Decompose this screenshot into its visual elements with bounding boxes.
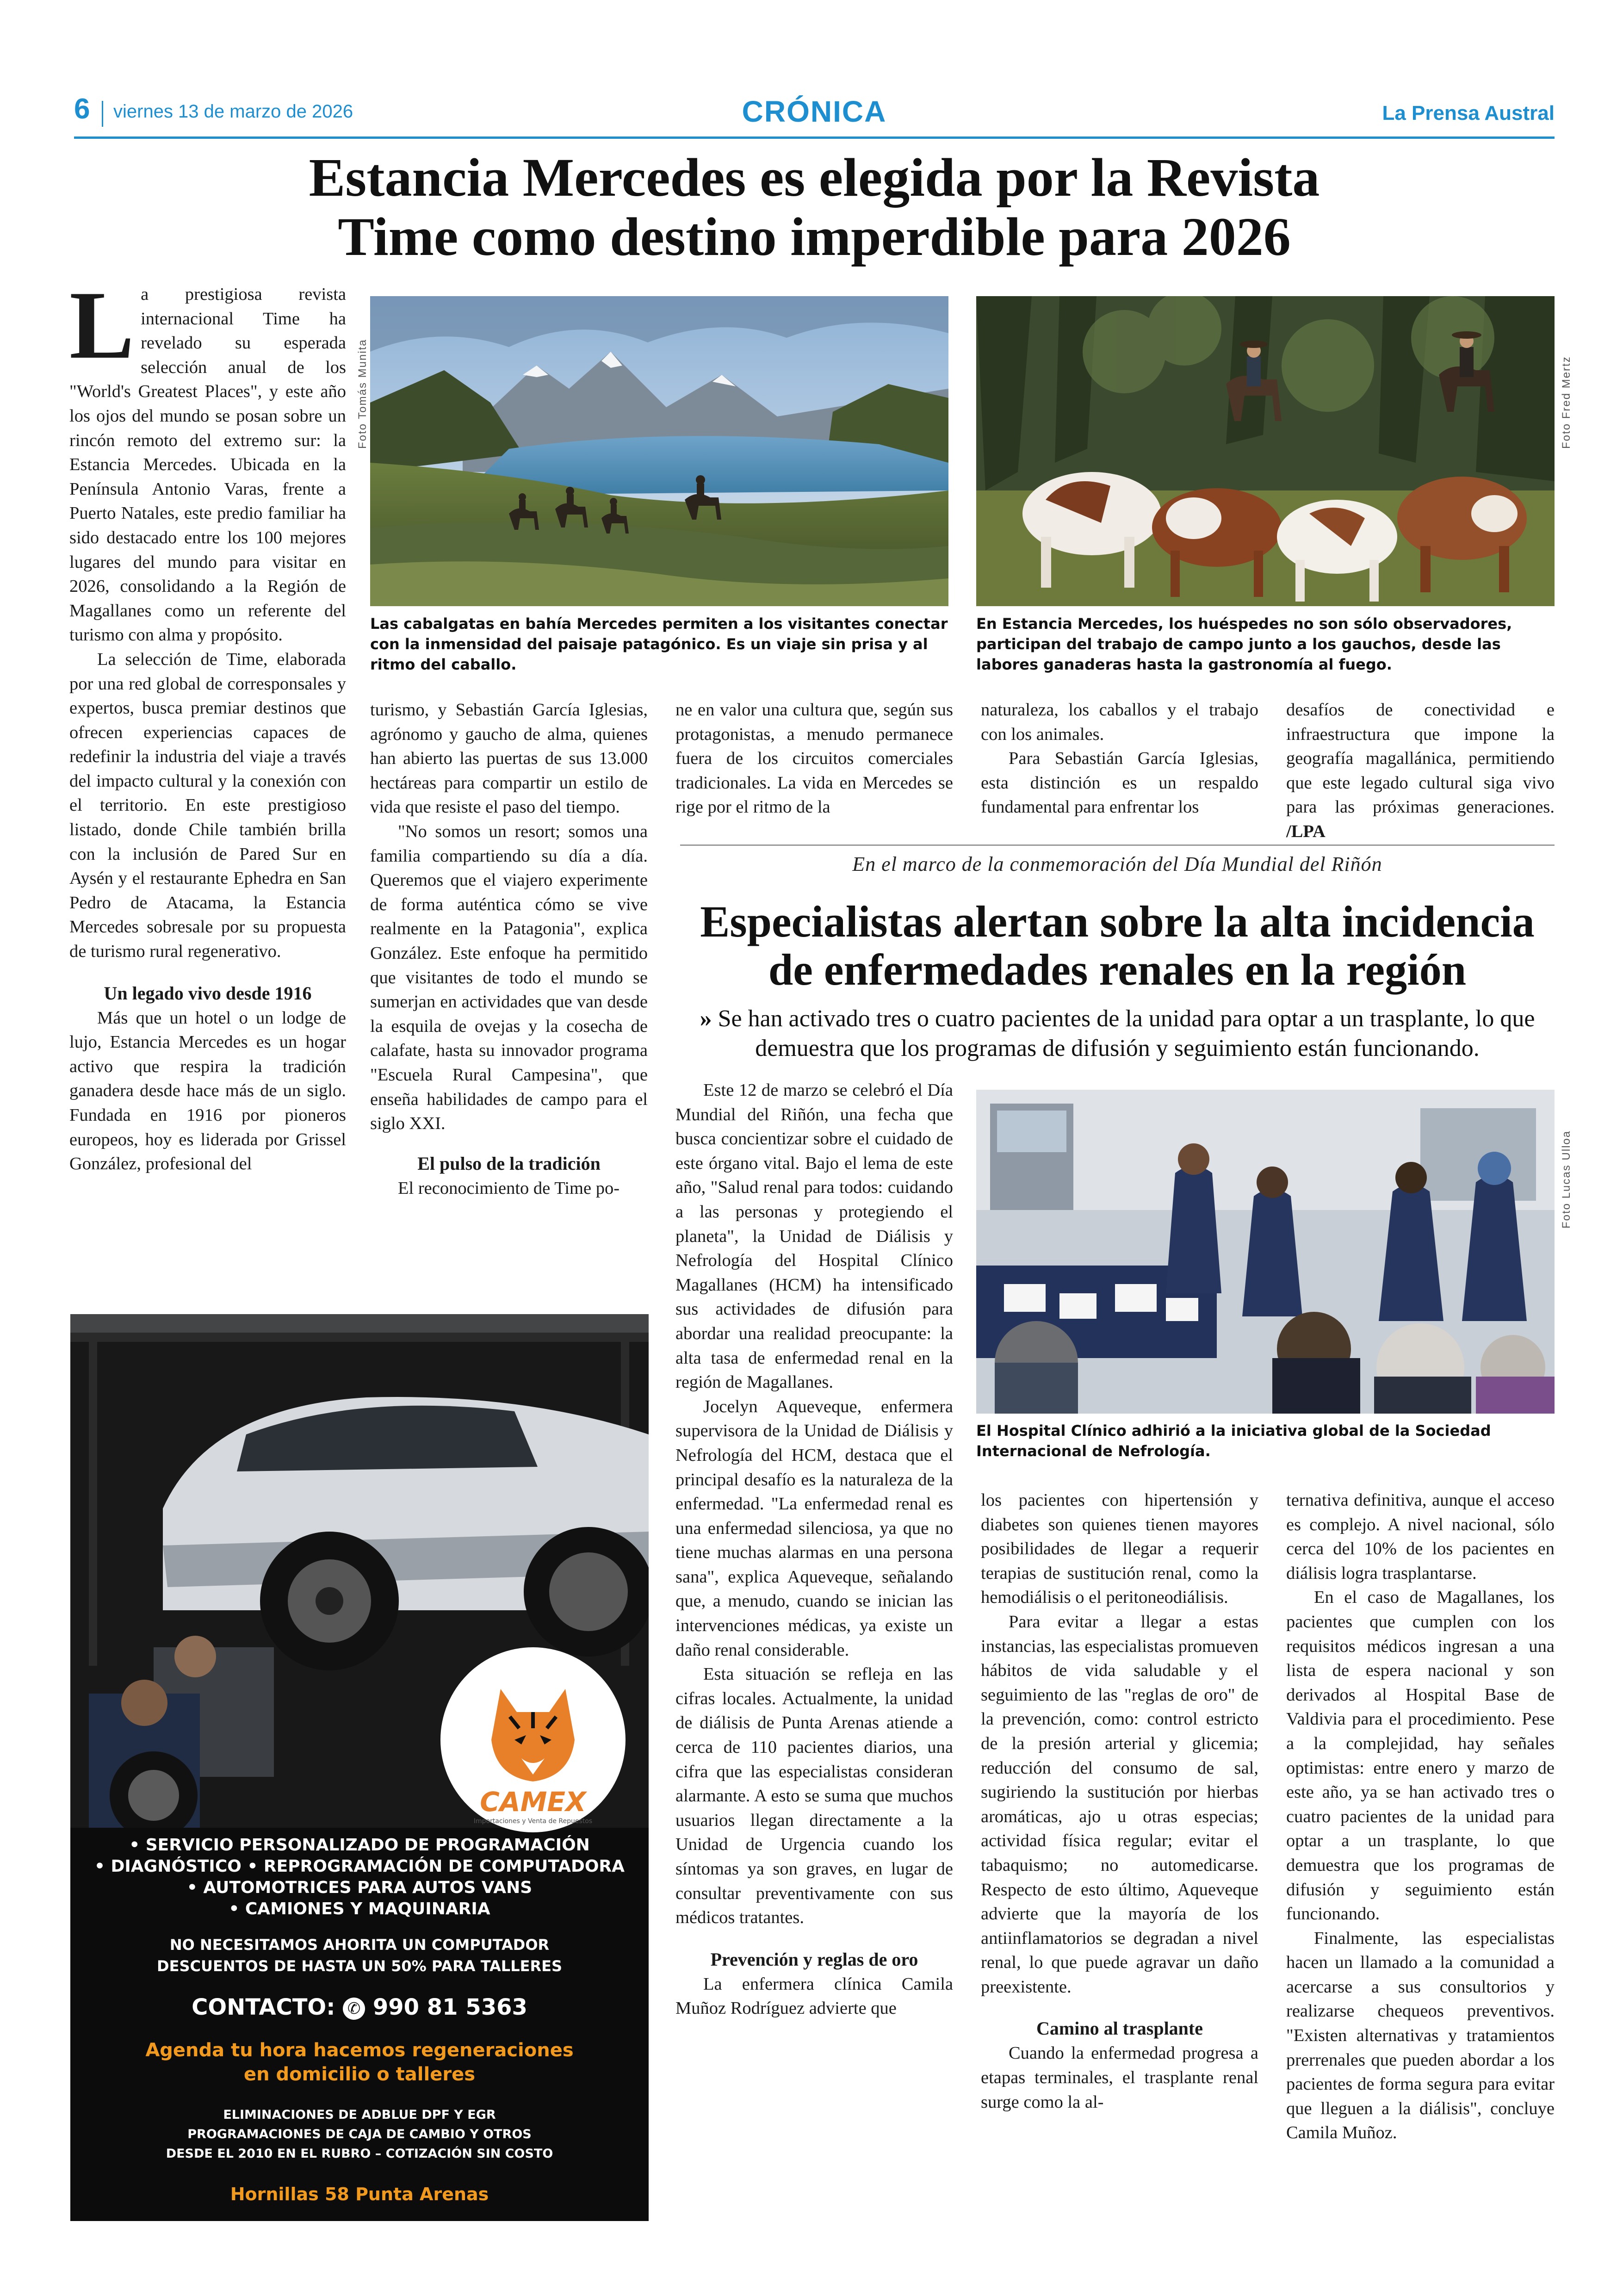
paragraph: Este 12 de marzo se celebró el Día Mundial del Riñón, una fecha que busca concientizar sobre el cuidado de este órgano vital. Bajo el lema de este año, "Salud renal para todos: cuidando a las personas y protegiendo el planeta", la Unidad de Diálisis y Nefrología del Hospital Clínico Magallanes (HCM) ha intensificado sus actividades de difusión para abordar una realidad preocupante: la alta tasa de enfermedad renal en la región de Magallanes. (675, 1080, 953, 1392)
paragraph: La enfermera clínica Camila Muñoz Rodríguez advierte que (675, 1974, 953, 2018)
article2-headline (680, 898, 1555, 994)
brand-tagline: Importaciones y Venta de Repuestos (473, 1818, 593, 1825)
headline-line: Especialistas alertan sobre la alta incidencia (700, 897, 1535, 946)
paragraph: En el caso de Magallanes, los pacientes que cumplen con los requisitos médicos ingresan a una lista de espera nacional y son derivados al Hospital Base de Valdivia para el procedimiento. Pese a la complejidad, hay señales optimistas: entre enero y marzo de este año, ya se han activado tres o cuatro pacientes de la unidad para optar a un trasplante, lo que demuestra que los programas de difusión y seguimiento están funcionando. (1286, 1588, 1555, 1924)
issue-date: viernes 13 de marzo de 2026 (102, 101, 353, 127)
paragraph: turismo, y Sebastián García Iglesias, agrónomo y gaucho de alma, quienes han abierto las puertas de sus 13.000 hectáreas para compartir un estilo de vida que resiste el paso del tiempo. (370, 700, 648, 817)
photo-caption: En Estancia Mercedes, los huéspedes no son sólo observadores, participan del trabajo de campo junto a los gauchos, desde las labores ganaderas hasta la gastronomía al fuego. (976, 615, 1512, 673)
contact-label: CONTACTO: (192, 1994, 335, 2020)
service-item: • AUTOMOTRICES PARA AUTOS VANS (186, 1878, 533, 1897)
contact[interactable] (70, 1994, 649, 2020)
article1-column-1 (69, 272, 346, 1296)
paragraph: a prestigiosa revista internacional Time ha revelado su esperada selección anual de los "World's Greatest Places", y este año los ojos del mundo se posan sobre un rincón remoto del extremo sur: la Estancia Mercedes. Ubicada en la Península Antonio Varas, frente a Puerto Natales, este predio familiar ha sido destacado entre los 100 mejores lugares del mundo para visitar en 2026, consolidando a la Región de Magallanes como un referente del turismo con alma y propósito. (69, 285, 346, 645)
paragraph: Más que un hotel o un lodge de lujo, Estancia Mercedes es un hogar activo que respira la tradición ganadera desde hace más de un siglo. Fundada en 1916 por pioneros europeos, hoy es liderada por Grissel González, profesional del (69, 1008, 346, 1174)
article2-column-1 (675, 1078, 953, 2221)
extra-line: DESDE EL 2010 EN EL RUBRO – COTIZACIÓN SIN COSTO (166, 2147, 553, 2161)
paragraph: naturaleza, los caballos y el trabajo con los animales. (981, 700, 1258, 744)
extra-line: PROGRAMACIONES DE CAJA DE CAMBIO Y OTROS (187, 2127, 532, 2141)
photo-gauchos-cattle (976, 296, 1555, 606)
paragraph: Cuando la enfermedad progresa a etapas terminales, el trasplante renal surge como la al- (981, 2043, 1258, 2112)
paragraph: Para evitar a llegar a estas instancias, las especialistas promueven hábitos de vida saludable y el seguimiento de las "reglas de oro" de la prevención, como: control estricto de la presión arterial y glicemia; reducción del consumo de sal, sugiriendo la sustitución por hierbas aromáticas, ajo u otras especias; actividad física regular; evitar el tabaquismo; no automedicarse. Respecto de esto último, Aqueveque advierte que la mayoría de los antiinflamatorios se degradan a nivel renal, lo que puede agravar un daño preexistente. (981, 1612, 1258, 1997)
paragraph: La selección de Time, elaborada por una red global de corresponsales y expertos, busca premiar destinos que ofrecen experiencias capaces de redefinir la industria del viaje a través del impacto cultural y la conexión con el territorio. En este prestigioso listado, donde Chile también brilla con la inclusión de Pared Sur en Aysén y el restaurante Ephedra en San Pedro de Atacama, la Estancia Mercedes sobresale por su propuesta de turismo rural regenerativo. (69, 649, 346, 962)
publication-name: La Prensa Austral (1382, 102, 1555, 124)
drop-cap: L (69, 272, 135, 379)
paragraph: Finalmente, las especialistas hacen un llamado a la comunidad a acercarse a sus consultorios y realizarse chequeos preventivos. "Existen alternativas y tratamientos prerrenales que pueden abordar a los pacientes de forma segura para evitar que lleguen a la diálisis", concluye Camila Muñoz. (1286, 1928, 1555, 2143)
photo-credit: Foto Fred Mertz (1560, 356, 1573, 449)
article2-column-3 (1286, 1488, 1555, 2219)
extra-line: ELIMINACIONES DE ADBLUE DPF Y EGR (223, 2108, 496, 2122)
paragraph: Para Sebastián García Iglesias, esta distinción es un respaldo fundamental para enfrentar los (981, 749, 1258, 817)
cattle-image (976, 296, 1555, 606)
service-item: • CAMIONES Y MAQUINARIA (229, 1899, 490, 1918)
article2-column-2 (981, 1488, 1258, 2219)
divider (680, 844, 1555, 846)
article2-subhead (680, 1004, 1555, 1063)
hospital-image (976, 1090, 1555, 1414)
subheading: El pulso de la tradición (417, 1153, 601, 1174)
article1-column-2 (370, 698, 648, 1285)
paragraph: los pacientes con hipertensión y diabetes son quienes tienen mayores posibilidades de llegar a requerir terapias de sustitución renal, como la hemodiálisis o el peritoneodiálisis. (981, 1490, 1258, 1607)
paragraph: desafíos de conectividad e infraestructura que impone la geografía magallánica, permitiendo que este legado cultural siga vivo para las próximas generaciones. (1286, 700, 1555, 817)
landscape-image (370, 296, 948, 606)
subheading: Camino al trasplante (1036, 2018, 1203, 2039)
camex-advertisement[interactable] (70, 1314, 649, 2221)
paragraph: "No somos un resort; somos una familia compartiendo su día a día. Queremos que el viajero experimente de forma auténtica cómo se vive realmente en la Patagonia", explica González. Este enfoque ha permitido que visitantes de todo el mundo se sumerjan en actividades que van desde la esquila de ovejas y la cosecha de calafate, hasta su innovador programa "Escuela Rural Campesina", que enseña habilidades de campo para el siglo XXI. (370, 821, 648, 1134)
photo-caption: Las cabalgatas en bahía Mercedes permiten a los visitantes conectar con la inmensidad del paisaje patagónico. Es un viaje sin prisa y al ritmo del caballo. (370, 615, 948, 673)
whatsapp-icon: ✆ (343, 1998, 365, 2020)
signature: /LPA (1286, 821, 1326, 841)
service-item: • DIAGNÓSTICO • REPROGRAMACIÓN DE COMPUTADORA (94, 1857, 625, 1876)
agenda (70, 2038, 649, 2086)
paragraph: El reconocimiento de Time po- (398, 1178, 620, 1198)
chevron-right-icon: » (700, 1005, 712, 1032)
phone-number[interactable]: 990 81 5363 (372, 1994, 527, 2020)
photo-credit: Foto Lucas Ulloa (1560, 1130, 1573, 1229)
camex-logo (440, 1647, 626, 1832)
service-item: • SERVICIO PERSONALIZADO DE PROGRAMACIÓN (129, 1836, 590, 1855)
subheading: Prevención y reglas de oro (710, 1948, 918, 1970)
offer (70, 1934, 649, 1977)
article1-column-4 (981, 698, 1258, 819)
page-number: 6 (74, 93, 90, 125)
headline-line: Estancia Mercedes es elegida por la Revista (309, 147, 1320, 208)
photo-caption: El Hospital Clínico adhirió a la iniciativa global de la Sociedad Internacional de Nefrología. (976, 1422, 1491, 1460)
article2-kicker: En el marco de la conmemoración del Día Mundial del Riñón (852, 853, 1382, 875)
headline-line: de enfermedades renales en la región (768, 945, 1467, 994)
paragraph: ternativa definitiva, aunque el acceso es complejo. A nivel nacional, sólo cerca del 10% de los pacientes en diálisis logra trasplantarse. (1286, 1490, 1555, 1583)
paragraph: Esta situación se refleja en las cifras locales. Actualmente, la unidad de diálisis de Punta Arenas atiende a cerca de 110 pacientes diarios, una cifra que las especialistas consideran alarmante. A esto se suma que muchos usuarios llegan directamente a la Unidad de Urgencia cuando los síntomas ya son graves, en lugar de consultar preventivamente con sus médicos tratantes. (675, 1664, 953, 1928)
photo-patagonia-horseback (370, 296, 948, 606)
offer-line: NO NECESITAMOS AHORITA UN COMPUTADOR (169, 1936, 550, 1954)
brand-name: CAMEX (480, 1786, 586, 1818)
photo-credit: Foto Tomás Munita (356, 339, 369, 449)
services-list (70, 1835, 649, 1920)
article1-column-3 (675, 698, 953, 819)
section-title: CRÓNICA (742, 95, 887, 128)
extras (70, 2105, 649, 2164)
subheading: Un legado vivo desde 1916 (104, 982, 312, 1004)
article1-column-5 (1286, 698, 1555, 844)
page-header (74, 88, 1555, 139)
paragraph: Jocelyn Aqueveque, enfermera supervisora de la Unidad de Diálisis y Nefrología del HCM, destaca que el principal desafío es la naturaleza de la enfermedad. "La enfermedad renal es una enfermedad silenciosa, ya que no tiene muchas alarmas en una persona sana", explica Aqueveque, señalando que, a menudo, cuando se inician las intervenciones médicas, ya existe un daño renal considerable. (675, 1396, 953, 1660)
article1-headline (74, 148, 1555, 267)
subhead-text: Se han activado tres o cuatro pacientes de la unidad para optar a un trasplante, lo que demuestra que los programas de difusión y seguimiento están funcionando. (718, 1005, 1535, 1061)
address: Hornillas 58 Punta Arenas (230, 2184, 489, 2204)
photo-hospital (976, 1090, 1555, 1414)
agenda-line: en domicilio o talleres (243, 2064, 476, 2085)
offer-line: DESCUENTOS DE HASTA UN 50% PARA TALLERES (157, 1957, 562, 1975)
agenda-line: Agenda tu hora hacemos regeneraciones (145, 2040, 574, 2061)
headline-line: Time como destino imperdible para 2026 (338, 206, 1291, 267)
paragraph: ne en valor una cultura que, según sus protagonistas, a menudo permanece fuera de los circuitos comerciales tradicionales. La vida en Mercedes se rige por el ritmo de la (675, 700, 953, 817)
